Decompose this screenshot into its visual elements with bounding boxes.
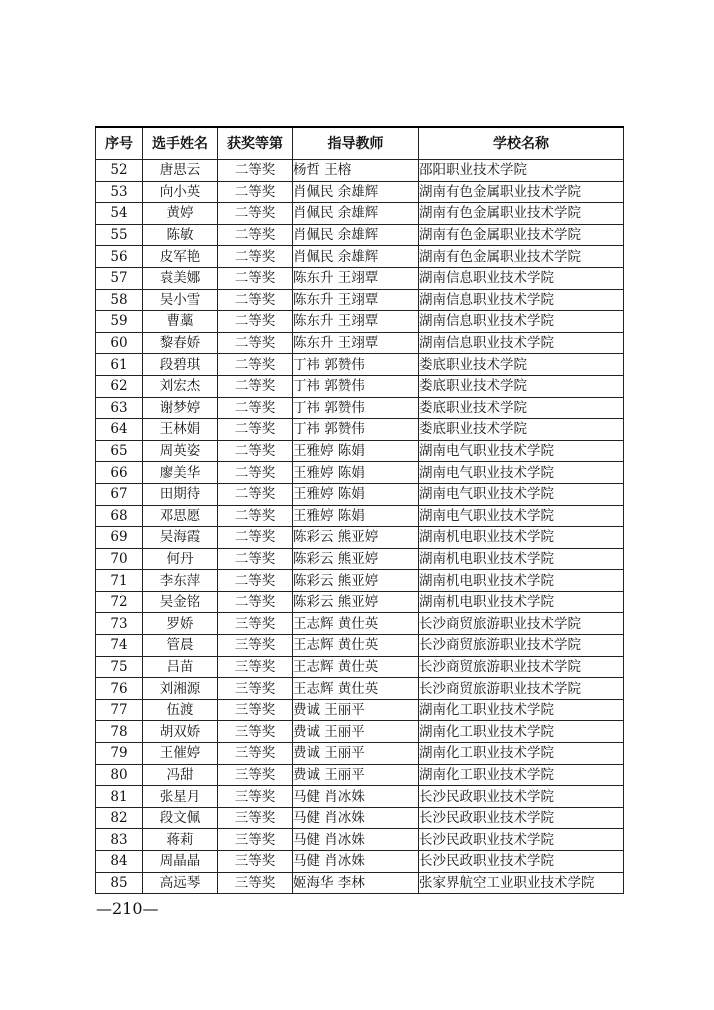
cell-index: 59 [96,311,143,333]
cell-school-name: 张家界航空工业职业技术学院 [419,872,624,894]
cell-award-level: 二等奖 [218,462,293,484]
cell-instructor: 王雅婷 陈娟 [293,440,419,462]
cell-instructor: 陈东升 王翊覃 [293,289,419,311]
cell-award-level: 二等奖 [218,203,293,225]
cell-index: 62 [96,375,143,397]
cell-school-name: 邵阳职业技术学院 [419,160,624,182]
cell-instructor: 肖佩民 余雄辉 [293,181,419,203]
table-row [96,375,624,397]
header-award-level: 获奖等第 [218,127,293,160]
cell-award-level: 二等奖 [218,224,293,246]
table-row [96,591,624,613]
cell-contestant-name: 伍渡 [143,699,218,721]
cell-award-level: 三等奖 [218,807,293,829]
cell-school-name: 湖南有色金属职业技术学院 [419,246,624,268]
cell-index: 81 [96,786,143,808]
cell-contestant-name: 曹藁 [143,311,218,333]
cell-instructor: 费诚 王丽平 [293,764,419,786]
cell-contestant-name: 田期待 [143,483,218,505]
cell-instructor: 陈东升 王翊覃 [293,267,419,289]
cell-index: 77 [96,699,143,721]
cell-instructor: 丁祎 郭赞伟 [293,419,419,441]
cell-contestant-name: 段文佩 [143,807,218,829]
cell-contestant-name: 廖美华 [143,462,218,484]
cell-contestant-name: 刘宏杰 [143,375,218,397]
cell-contestant-name: 张星月 [143,786,218,808]
table-row [96,224,624,246]
cell-index: 75 [96,656,143,678]
table-row [96,699,624,721]
cell-school-name: 长沙民政职业技术学院 [419,807,624,829]
cell-award-level: 二等奖 [218,332,293,354]
cell-instructor: 王志辉 黄仕英 [293,613,419,635]
cell-contestant-name: 黄婷 [143,203,218,225]
cell-index: 67 [96,483,143,505]
cell-contestant-name: 吴海霞 [143,527,218,549]
cell-index: 53 [96,181,143,203]
header-index: 序号 [96,127,143,160]
table-row [96,246,624,268]
table-body [96,160,624,894]
header-school-name: 学校名称 [419,127,624,160]
table-row [96,505,624,527]
table-row [96,656,624,678]
cell-school-name: 湖南化工职业技术学院 [419,699,624,721]
cell-school-name: 娄底职业技术学院 [419,375,624,397]
table-row [96,786,624,808]
table-row [96,332,624,354]
cell-award-level: 二等奖 [218,160,293,182]
cell-index: 82 [96,807,143,829]
cell-instructor: 肖佩民 余雄辉 [293,246,419,268]
table-row [96,419,624,441]
cell-index: 76 [96,678,143,700]
cell-award-level: 二等奖 [218,311,293,333]
table-row [96,807,624,829]
cell-index: 60 [96,332,143,354]
cell-index: 79 [96,743,143,765]
cell-award-level: 二等奖 [218,397,293,419]
cell-contestant-name: 袁美娜 [143,267,218,289]
cell-school-name: 湖南电气职业技术学院 [419,505,624,527]
cell-award-level: 三等奖 [218,721,293,743]
cell-instructor: 费诚 王丽平 [293,699,419,721]
cell-school-name: 湖南信息职业技术学院 [419,332,624,354]
cell-index: 85 [96,872,143,894]
table-row [96,527,624,549]
cell-award-level: 二等奖 [218,181,293,203]
cell-award-level: 二等奖 [218,591,293,613]
table-row [96,397,624,419]
table-row [96,203,624,225]
cell-award-level: 三等奖 [218,699,293,721]
cell-school-name: 湖南机电职业技术学院 [419,570,624,592]
cell-contestant-name: 向小英 [143,181,218,203]
cell-contestant-name: 吕苗 [143,656,218,678]
cell-index: 65 [96,440,143,462]
cell-award-level: 三等奖 [218,656,293,678]
table-row [96,311,624,333]
table-row [96,872,624,894]
cell-instructor: 王志辉 黄仕英 [293,656,419,678]
cell-instructor: 陈东升 王翊覃 [293,332,419,354]
cell-contestant-name: 唐思云 [143,160,218,182]
table-row [96,440,624,462]
cell-award-level: 三等奖 [218,678,293,700]
cell-award-level: 三等奖 [218,851,293,873]
cell-instructor: 肖佩民 余雄辉 [293,203,419,225]
table-row [96,764,624,786]
cell-award-level: 三等奖 [218,786,293,808]
cell-index: 57 [96,267,143,289]
cell-award-level: 三等奖 [218,743,293,765]
cell-school-name: 湖南有色金属职业技术学院 [419,181,624,203]
table-row [96,462,624,484]
cell-award-level: 三等奖 [218,613,293,635]
table-row [96,267,624,289]
cell-instructor: 马健 肖冰姝 [293,851,419,873]
cell-index: 69 [96,527,143,549]
cell-instructor: 杨哲 王榕 [293,160,419,182]
cell-index: 52 [96,160,143,182]
cell-award-level: 二等奖 [218,505,293,527]
cell-school-name: 长沙民政职业技术学院 [419,851,624,873]
cell-index: 54 [96,203,143,225]
cell-index: 63 [96,397,143,419]
cell-instructor: 陈彩云 熊亚婷 [293,591,419,613]
cell-school-name: 湖南有色金属职业技术学院 [419,203,624,225]
cell-instructor: 王雅婷 陈娟 [293,505,419,527]
cell-school-name: 湖南电气职业技术学院 [419,462,624,484]
cell-index: 66 [96,462,143,484]
cell-school-name: 湖南信息职业技术学院 [419,267,624,289]
table-row [96,289,624,311]
cell-instructor: 费诚 王丽平 [293,743,419,765]
cell-instructor: 王志辉 黄仕英 [293,635,419,657]
cell-index: 73 [96,613,143,635]
cell-school-name: 湖南机电职业技术学院 [419,527,624,549]
cell-contestant-name: 邓思愿 [143,505,218,527]
cell-instructor: 费诚 王丽平 [293,721,419,743]
cell-index: 64 [96,419,143,441]
cell-instructor: 马健 肖冰姝 [293,786,419,808]
table-header [96,127,624,160]
cell-index: 84 [96,851,143,873]
header-contestant-name: 选手姓名 [143,127,218,160]
cell-award-level: 二等奖 [218,289,293,311]
cell-award-level: 三等奖 [218,872,293,894]
table-row [96,613,624,635]
cell-school-name: 湖南信息职业技术学院 [419,289,624,311]
cell-contestant-name: 黎春娇 [143,332,218,354]
cell-school-name: 湖南信息职业技术学院 [419,311,624,333]
header-row [96,127,624,160]
cell-school-name: 湖南机电职业技术学院 [419,548,624,570]
header-instructor: 指导教师 [293,127,419,160]
cell-index: 83 [96,829,143,851]
cell-contestant-name: 吴金铭 [143,591,218,613]
cell-school-name: 娄底职业技术学院 [419,354,624,376]
cell-contestant-name: 陈敏 [143,224,218,246]
cell-instructor: 陈东升 王翊覃 [293,311,419,333]
cell-index: 58 [96,289,143,311]
cell-instructor: 丁祎 郭赞伟 [293,397,419,419]
cell-instructor: 王志辉 黄仕英 [293,678,419,700]
cell-contestant-name: 王林娟 [143,419,218,441]
cell-contestant-name: 李东萍 [143,570,218,592]
cell-contestant-name: 刘湘源 [143,678,218,700]
cell-school-name: 湖南化工职业技术学院 [419,721,624,743]
cell-contestant-name: 王催婷 [143,743,218,765]
cell-school-name: 湖南电气职业技术学院 [419,483,624,505]
cell-award-level: 二等奖 [218,419,293,441]
cell-instructor: 王雅婷 陈娟 [293,462,419,484]
table-row [96,678,624,700]
table-row [96,721,624,743]
cell-contestant-name: 蒋莉 [143,829,218,851]
cell-school-name: 长沙民政职业技术学院 [419,829,624,851]
cell-award-level: 二等奖 [218,440,293,462]
cell-school-name: 长沙民政职业技术学院 [419,786,624,808]
cell-contestant-name: 管晨 [143,635,218,657]
cell-contestant-name: 周晶晶 [143,851,218,873]
cell-award-level: 三等奖 [218,829,293,851]
cell-award-level: 二等奖 [218,527,293,549]
cell-instructor: 陈彩云 熊亚婷 [293,548,419,570]
table-row [96,851,624,873]
cell-instructor: 丁祎 郭赞伟 [293,354,419,376]
cell-school-name: 长沙商贸旅游职业技术学院 [419,678,624,700]
award-table [95,126,624,894]
cell-contestant-name: 冯甜 [143,764,218,786]
cell-instructor: 陈彩云 熊亚婷 [293,527,419,549]
cell-award-level: 三等奖 [218,764,293,786]
table-row [96,181,624,203]
table-row [96,354,624,376]
cell-school-name: 长沙商贸旅游职业技术学院 [419,613,624,635]
cell-school-name: 湖南有色金属职业技术学院 [419,224,624,246]
table-row [96,548,624,570]
cell-contestant-name: 高远琴 [143,872,218,894]
cell-instructor: 马健 肖冰姝 [293,807,419,829]
cell-instructor: 马健 肖冰姝 [293,829,419,851]
cell-school-name: 湖南机电职业技术学院 [419,591,624,613]
cell-index: 70 [96,548,143,570]
cell-contestant-name: 皮军艳 [143,246,218,268]
cell-award-level: 二等奖 [218,354,293,376]
cell-school-name: 娄底职业技术学院 [419,419,624,441]
cell-index: 55 [96,224,143,246]
page-number: —210— [96,899,159,918]
cell-award-level: 二等奖 [218,548,293,570]
cell-school-name: 湖南化工职业技术学院 [419,743,624,765]
cell-school-name: 长沙商贸旅游职业技术学院 [419,635,624,657]
cell-contestant-name: 罗娇 [143,613,218,635]
cell-index: 80 [96,764,143,786]
cell-index: 61 [96,354,143,376]
cell-school-name: 长沙商贸旅游职业技术学院 [419,656,624,678]
cell-contestant-name: 胡双娇 [143,721,218,743]
table-row [96,483,624,505]
cell-index: 71 [96,570,143,592]
cell-award-level: 二等奖 [218,570,293,592]
cell-contestant-name: 吴小雪 [143,289,218,311]
table-row [96,829,624,851]
cell-school-name: 娄底职业技术学院 [419,397,624,419]
table-row [96,743,624,765]
cell-index: 68 [96,505,143,527]
cell-contestant-name: 段碧琪 [143,354,218,376]
cell-instructor: 王雅婷 陈娟 [293,483,419,505]
cell-index: 56 [96,246,143,268]
cell-index: 74 [96,635,143,657]
cell-school-name: 湖南电气职业技术学院 [419,440,624,462]
table-row [96,570,624,592]
cell-contestant-name: 谢梦婷 [143,397,218,419]
cell-instructor: 肖佩民 余雄辉 [293,224,419,246]
table-row [96,160,624,182]
cell-contestant-name: 何丹 [143,548,218,570]
cell-contestant-name: 周英姿 [143,440,218,462]
cell-award-level: 三等奖 [218,635,293,657]
cell-instructor: 丁祎 郭赞伟 [293,375,419,397]
cell-award-level: 二等奖 [218,375,293,397]
cell-award-level: 二等奖 [218,483,293,505]
cell-award-level: 二等奖 [218,267,293,289]
table-row [96,635,624,657]
cell-index: 78 [96,721,143,743]
cell-award-level: 二等奖 [218,246,293,268]
cell-school-name: 湖南化工职业技术学院 [419,764,624,786]
cell-index: 72 [96,591,143,613]
cell-instructor: 陈彩云 熊亚婷 [293,570,419,592]
cell-instructor: 姬海华 李林 [293,872,419,894]
